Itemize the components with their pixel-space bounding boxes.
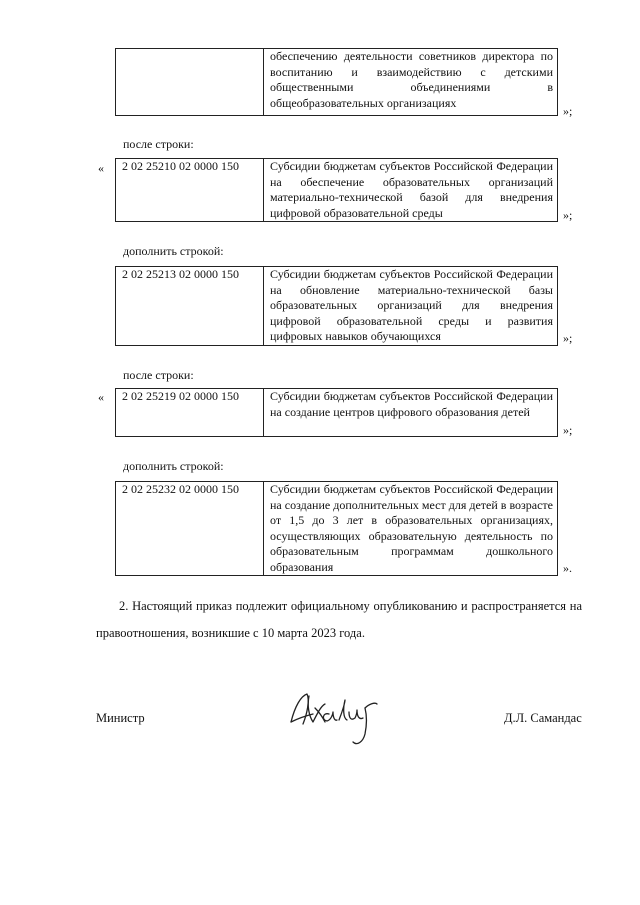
handwritten-signature [285,688,385,750]
instruction-label: дополнить строкой: [123,459,224,473]
instruction-label: после строки: [123,137,194,151]
table-cell-code: 2 02 25210 02 0000 150 [116,159,264,222]
table-cell-code [116,49,264,116]
table-cell-description: Субсидии бюджетам субъектов Российской Федерации на обеспечение образовательных организаций материально-технической базой для внедрения цифровой образовательной среды [264,159,558,222]
table-row [115,481,558,576]
closing-quote: ». [563,561,572,575]
signatory-position: Министр [96,711,145,725]
opening-quote: « [98,161,104,175]
opening-quote: « [98,390,104,404]
table-cell-code: 2 02 25213 02 0000 150 [116,267,264,346]
body-paragraph: 2. Настоящий приказ подлежит официальному опубликованию и распространяется на правоотношения, возникшие с 10 марта 2023 года. [96,599,582,640]
table-cell-code: 2 02 25219 02 0000 150 [116,389,264,437]
table-row [115,48,558,116]
closing-quote: »; [563,104,573,118]
closing-quote: »; [563,423,573,437]
closing-quote: »; [563,208,573,222]
instruction-label: дополнить строкой: [123,244,224,258]
table-cell-description: Субсидии бюджетам субъектов Российской Федерации на обновление материально-технической базы образовательных организаций для внедрения цифровой образовательной среды и развития цифровых навыков обучающихся [264,267,558,346]
table-row [115,388,558,437]
table-cell-description: Субсидии бюджетам субъектов Российской Федерации на создание дополнительных мест для детей в возрасте от 1,5 до 3 лет в образовательных организациях, осуществляющих образовательную деятельность по образовательным программам дошкольного образования [264,482,558,576]
table-cell-description: Субсидии бюджетам субъектов Российской Федерации на создание центров цифрового образования детей [264,389,558,437]
table-row [115,158,558,222]
instruction-label: после строки: [123,368,194,382]
table-cell-description: обеспечению деятельности советников директора по воспитанию и взаимодействию с детскими общественными объединениями в общеобразовательных организациях [264,49,558,116]
signatory-name: Д.Л. Самандас [504,711,582,725]
closing-quote: »; [563,331,573,345]
table-cell-code: 2 02 25232 02 0000 150 [116,482,264,576]
table-row [115,266,558,346]
